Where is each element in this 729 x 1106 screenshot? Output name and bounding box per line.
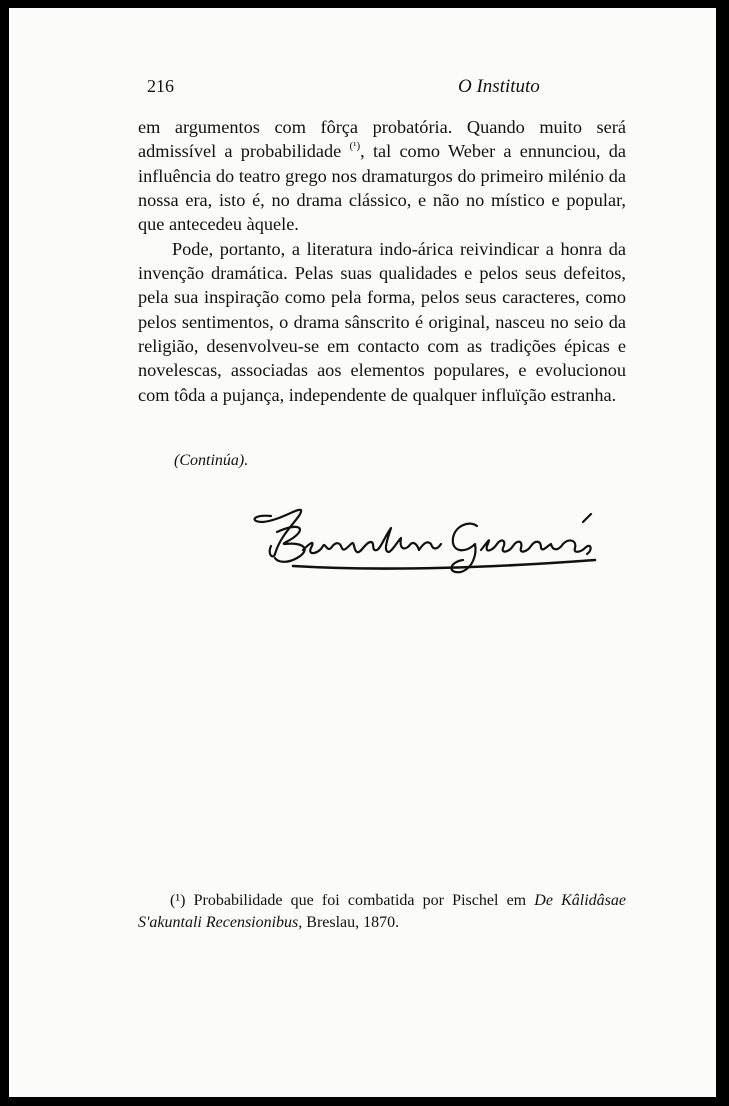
footnote-text-before: Probabilidade que foi combatida por Pischel em	[193, 892, 527, 909]
document-page	[9, 8, 716, 1097]
handwritten-signature	[241, 492, 613, 587]
continua-note: (Continúa).	[174, 452, 249, 469]
paragraph-1-text-b: , tal como Weber a ennunciou, da influência do teatro grego nos dramaturgos do primeiro milénio da nossa era, isto é, no drama clássico, e não no místico e popular, que antecedeu àquele.	[138, 141, 626, 235]
footnote-title: De Kâlidâsae S'akuntali Recensionibus,	[138, 892, 627, 931]
footnote-reference: (¹)	[349, 140, 361, 153]
running-title: O Instituto	[458, 76, 540, 97]
page-number: 216	[147, 76, 174, 96]
footnote	[138, 890, 626, 934]
paragraph-1	[138, 115, 626, 237]
footnote-marker: (¹)	[170, 892, 186, 909]
page-header	[137, 76, 729, 100]
paragraph-1-text-a: em argumentos com fôrça probatória. Quando muito será admissível a probabilidade	[138, 117, 626, 162]
footnote-text	[138, 890, 626, 934]
footnote-text-after: Breslau, 1870.	[306, 914, 400, 931]
paragraph-2: Pode, portanto, a literatura indo-árica reivindicar a honra da invenção dramática. Pelas suas qualidades e pelos seus defeitos, pela sua inspiração como pela forma, pelos seus caracteres, como pelos sentimentos, o drama sânscrito é original, nasceu no seio da religião, desenvolveu-se em contacto com as tradições épicas e novelescas, associadas aos elementos populares, e evolucionou com tôda a pujança, independente de qualquer influïção estranha.	[138, 238, 626, 405]
body-text	[138, 115, 626, 407]
